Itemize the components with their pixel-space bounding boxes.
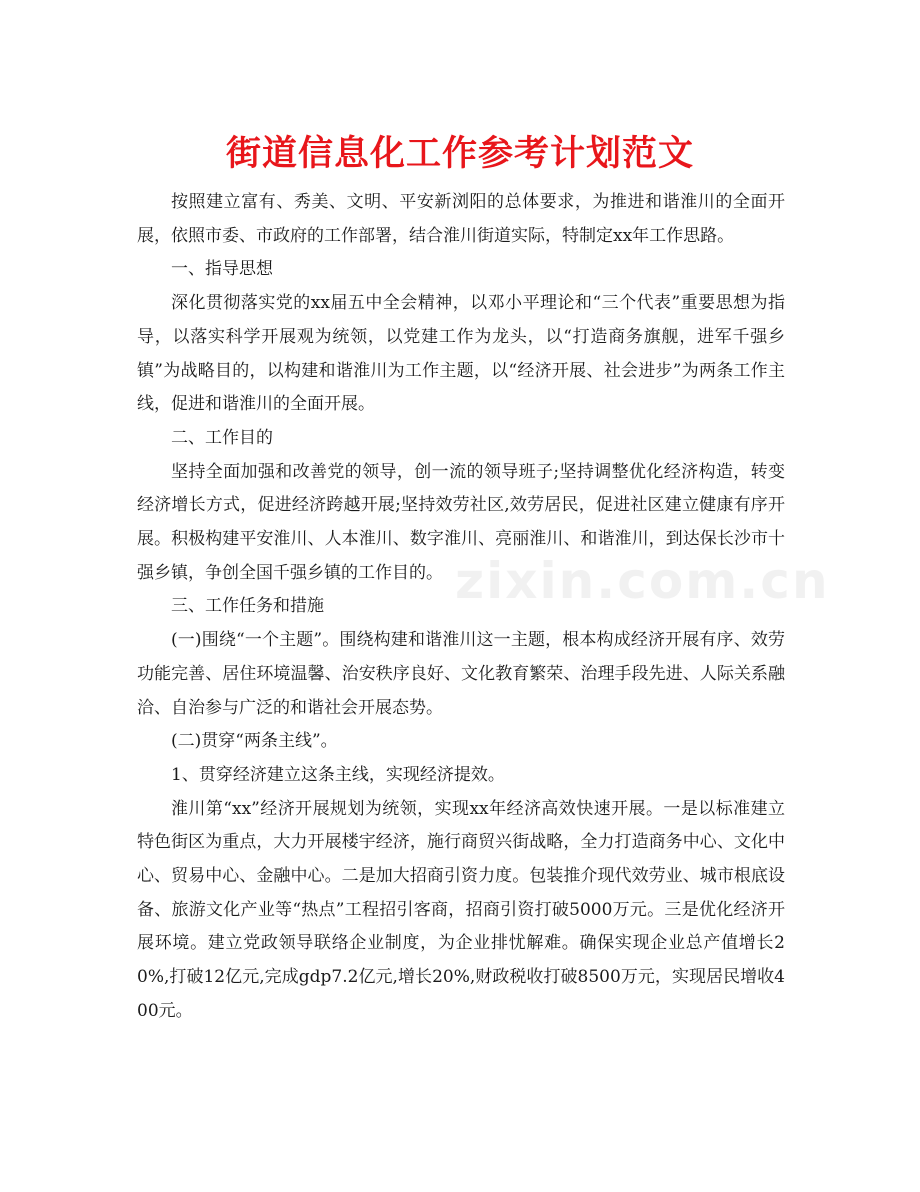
- paragraph-guiding-ideology: 深化贯彻落实党的xx届五中全会精神，以邓小平理论和“三个代表”重要思想为指导，以落实科学开展观为统领，以党建工作为龙头，以“打造商务旗舰，进军千强乡镇”为战略目的，以构建和谐淮川为工作主题，以“经济开展、社会进步”为两条工作主线，促进和谐淮川的全面开展。: [137, 293, 785, 415]
- paragraph-economy-line: 1、贯穿经济建立这条主线，实现经济提效。: [171, 764, 505, 785]
- document-body: [137, 186, 785, 1029]
- heading-tasks-measures: 三、工作任务和措施: [171, 596, 324, 617]
- heading-work-goals: 二、工作目的: [171, 427, 273, 448]
- document-title: 街道信息化工作参考计划范文: [225, 134, 694, 174]
- heading-guiding-ideology: 一、指导思想: [171, 259, 273, 280]
- paragraph-two-lines: (二)贯穿“两条主线”。: [171, 731, 338, 752]
- paragraph-work-goals: 坚持全面加强和改善党的领导，创一流的领导班子;坚持调整优化经济构造，转变经济增长方式，促进经济跨越开展;坚持效劳社区,效劳居民，促进社区建立健康有序开展。积极构建平安淮川、人本淮川、数字淮川、亮丽淮川、和谐淮川，到达保长沙市十强乡镇，争创全国千强乡镇的工作目的。: [137, 461, 785, 583]
- paragraph-intro: 按照建立富有、秀美、文明、平安新浏阳的总体要求，为推进和谐淮川的全面开展，依照市委、市政府的工作部署，结合淮川街道实际，特制定xx年工作思路。: [137, 192, 785, 246]
- paragraph-economy-plan: 淮川第“xx”经济开展规划为统领，实现xx年经济高效快速开展。一是以标准建立特色街区为重点，大力开展楼宇经济，施行商贸兴街战略，全力打造商务中心、文化中心、贸易中心、金融中心。二是加大招商引资力度。包装推介现代效劳业、城市根底设备、旅游文化产业等“热点”工程招引客商，招商引资打破5000万元。三是优化经济开展环境。建立党政领导联络企业制度，为企业排忧解难。确保实现企业总产值增长20%,打破12亿元,完成gdp7.2亿元,增长20%,财政税收打破8500万元，实现居民增收400元。: [137, 798, 785, 1021]
- watermark: zixin.com.cn: [455, 552, 830, 610]
- paragraph-one-theme: (一)围绕“一个主题”。围绕构建和谐淮川这一主题，根本构成经济开展有序、效劳功能完善、居住环境温馨、治安秩序良好、文化教育繁荣、治理手段先进、人际关系融洽、自治参与广泛的和谐社会开展态势。: [137, 630, 785, 718]
